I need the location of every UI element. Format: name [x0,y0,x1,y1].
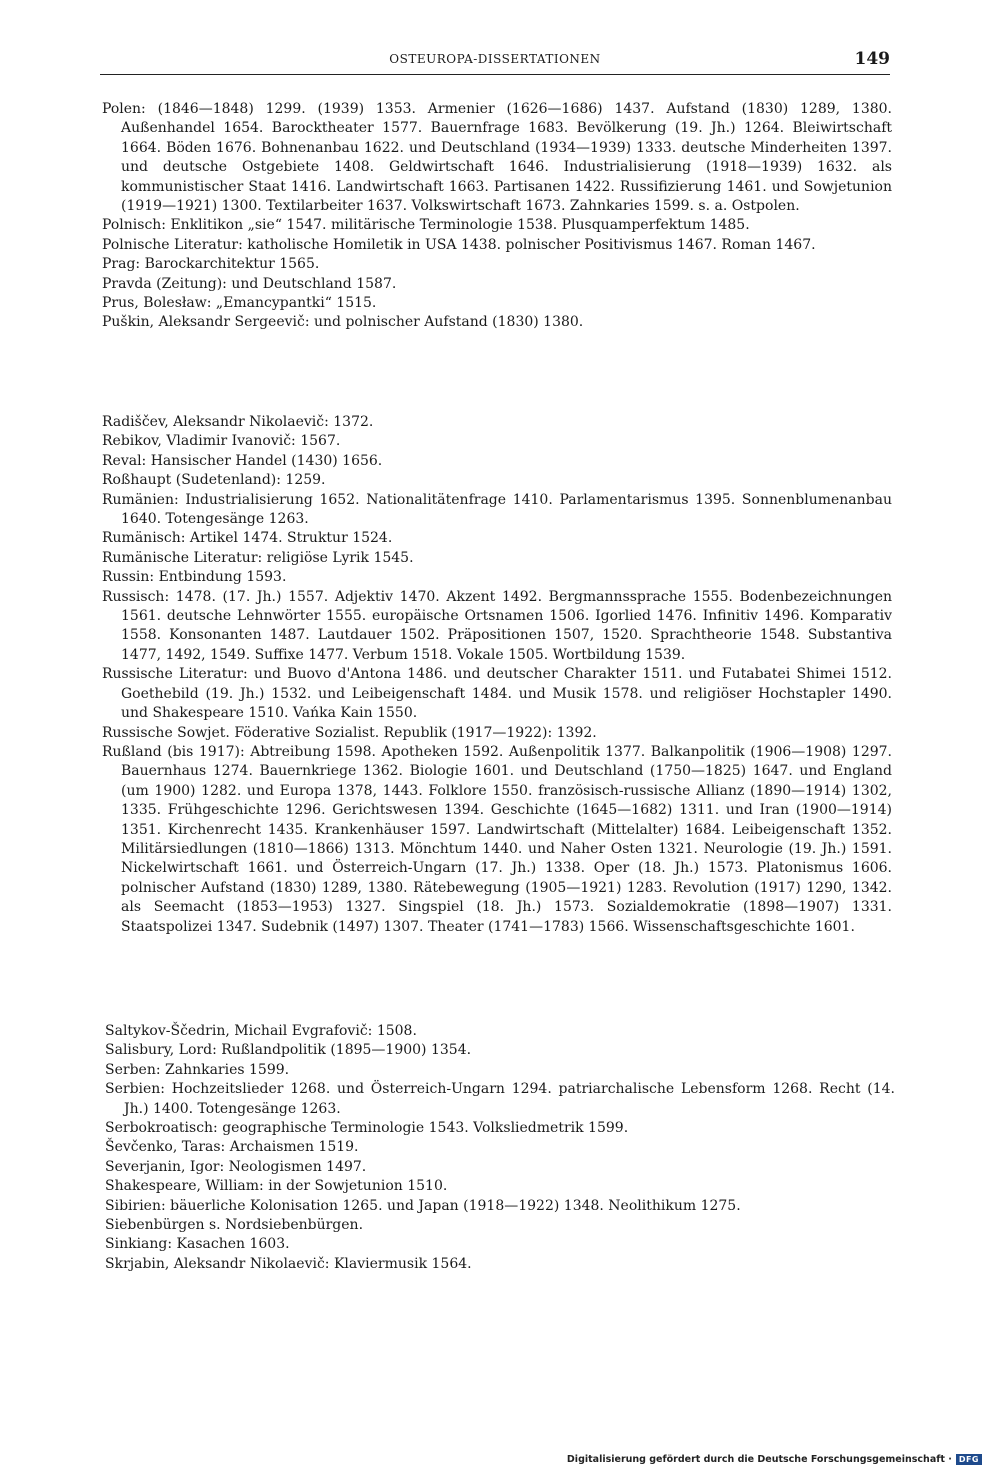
index-entry: Russische Literatur: und Buovo d'Antona 1486. und deutscher Charakter 1511. und Futabatei Shimei 1512. Goethebild (19. Jh.) 1532. und Leibeigenschaft 1484. und Musik 1578. und religiöser Hochstapler 1490. und Shakespeare 1510. Vańka Kain 1550. [102,666,892,722]
index-entry: Reval: Hansischer Handel (1430) 1656. [102,452,383,469]
index-entry: Prag: Barockarchitektur 1565. [102,256,320,273]
page-header [100,50,890,75]
digitization-credit [567,1454,982,1465]
index-entry: Salisbury, Lord: Rußlandpolitik (1895—1900) 1354. [105,1042,472,1059]
index-entry: Prus, Bolesław: „Emancypantki“ 1515. [102,295,377,312]
index-entry: Puškin, Aleksandr Sergeevič: und polnischer Aufstand (1830) 1380. [102,314,584,331]
index-entry: Rumänisch: Artikel 1474. Struktur 1524. [102,530,393,547]
running-head: OSTEUROPA-DISSERTATIONEN [389,52,601,66]
index-block-s [105,1022,895,1274]
index-entry: Rumänische Literatur: religiöse Lyrik 1545. [102,549,414,566]
index-entry: Polnische Literatur: katholische Homiletik in USA 1438. polnischer Positivismus 1467. Roman 1467. [102,236,816,253]
index-entry: Serben: Zahnkaries 1599. [105,1061,290,1078]
index-entry: Ševčenko, Taras: Archaismen 1519. [105,1139,359,1156]
index-entry: Siebenbürgen s. Nordsiebenbürgen. [105,1217,364,1234]
index-entry: Severjanin, Igor: Neologismen 1497. [105,1158,367,1175]
page-number: 149 [854,49,890,69]
index-entry: Sibirien: bäuerliche Kolonisation 1265. und Japan (1918—1922) 1348. Neolithikum 1275. [105,1197,741,1214]
index-block-r [102,413,892,937]
index-entry: Polen: (1846—1848) 1299. (1939) 1353. Armenier (1626—1686) 1437. Aufstand (1830) 1289, 1380. Außenhandel 1654. Barocktheater 1577. Bauernfrage 1683. Bevölkerung (19. Jh.) 1264. Bleiwirtschaft 1664. Böden 1676. Bohnenanbau 1622. und Deutschland (1934—1939) 1333. deutsche Minderheiten 1397. und deutsche Ostgebiete 1408. Geldwirtschaft 1646. Industrialisierung (1918—1939) 1632. als kommunistischer Staat 1416. Landwirtschaft 1663. Partisanen 1422. Russifizierung 1461. und Sowjetunion (1919—1921) 1300. Textilarbeiter 1637. Volkswirtschaft 1673. Zahnkaries 1599. s. a. Ostpolen. [102,101,892,215]
index-entry: Rußland (bis 1917): Abtreibung 1598. Apotheken 1592. Außenpolitik 1377. Balkanpolitik (1906—1908) 1297. Bauernhaus 1274. Bauernkriege 1362. Biologie 1601. und Deutschland (1750—1825) 1647. und England (um 1900) 1282. und Europa 1378, 1443. Folklore 1550. französisch-russische Allianz (1890—1914) 1302, 1335. Frühgeschichte 1296. Gerichtswesen 1394. Geschichte (1645—1682) 1311. und Iran (1900—1914) 1351. Kirchenrecht 1435. Krankenhäuser 1597. Landwirtschaft (Mittelalter) 1684. Leibeigenschaft 1352. Militärsiedlungen (1810—1866) 1313. Mönchtum 1440. und Naher Osten 1321. Neurologie (19. Jh.) 1591. Nickelwirtschaft 1661. und Österreich-Ungarn (17. Jh.) 1338. Oper (18. Jh.) 1573. Platonismus 1606. polnischer Aufstand (1830) 1289, 1380. Rätebewegung (1905—1921) 1283. Revolution (1917) 1290, 1342. als Seemacht (1853—1953) 1327. Singspiel (18. Jh.) 1573. Sozialdemokratie (1898—1907) 1331. Staatspolizei 1347. Sudebnik (1497) 1307. Theater (1741—1783) 1566. Wissenschaftsgeschichte 1601. [102,743,892,935]
index-entry: Serbien: Hochzeitslieder 1268. und Österreich-Ungarn 1294. patriarchalische Lebensform 1268. Recht (14. Jh.) 1400. Totengesänge 1263. [105,1081,895,1117]
index-entry: Serbokroatisch: geographische Terminologie 1543. Volksliedmetrik 1599. [105,1120,629,1137]
index-entry: Rumänien: Industrialisierung 1652. Nationalitätenfrage 1410. Parlamentarismus 1395. Sonnenblumenanbau 1640. Totengesänge 1263. [102,491,892,528]
index-entry: Roßhaupt (Sudetenland): 1259. [102,472,326,489]
index-entry: Russische Sowjet. Föderative Sozialist. Republik (1917—1922): 1392. [102,724,597,741]
index-entry: Polnisch: Enklitikon „sie“ 1547. militärische Terminologie 1538. Plusquamperfektum 1485. [102,217,750,234]
index-entry: Radiščev, Aleksandr Nikolaevič: 1372. [102,414,374,430]
index-entry: Pravda (Zeitung): und Deutschland 1587. [102,275,397,292]
credit-text: Digitalisierung gefördert durch die Deutsche Forschungsgemeinschaft · [566,1454,952,1465]
index-entry: Russisch: 1478. (17. Jh.) 1557. Adjektiv 1470. Akzent 1492. Bergmannssprache 1555. Bodenbezeichnungen 1561. deutsche Lehnwörter 1555. europäische Ortsnamen 1506. Igorlied 1476. Infinitiv 1496. Komparativ 1558. Konsonanten 1487. Lautdauer 1502. Präpositionen 1507, 1520. Sprachtheorie 1548. Substantiva 1477, 1492, 1549. Suffixe 1477. Verbum 1518. Vokale 1505. Wortbildung 1539. [102,588,892,663]
index-entry: Russin: Entbindung 1593. [102,569,287,586]
index-block-p [102,100,892,333]
index-entry: Rebikov, Vladimir Ivanovič: 1567. [102,433,341,450]
index-entry: Shakespeare, William: in der Sowjetunion 1510. [105,1178,448,1195]
index-entry: Saltykov-Ščedrin, Michail Evgrafovič: 1508. [105,1023,417,1039]
index-entry: Sinkiang: Kasachen 1603. [105,1236,290,1253]
dfg-logo-icon: DFG [956,1454,982,1465]
index-entry: Skrjabin, Aleksandr Nikolaevič: Klaviermusik 1564. [105,1255,472,1272]
